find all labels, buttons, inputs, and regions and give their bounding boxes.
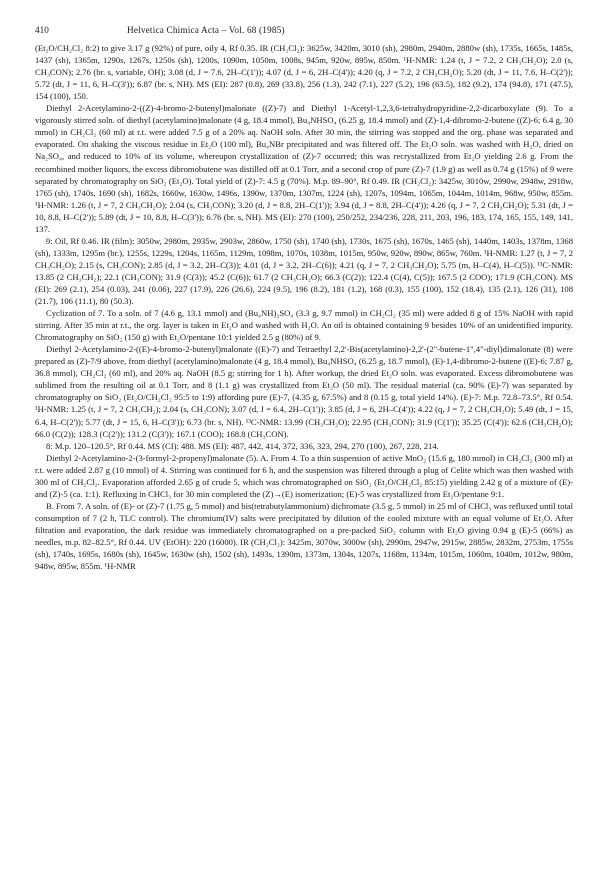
article-body: [35, 42, 573, 572]
paragraph-e7-and-8: Diethyl 2-Acetylamino-2-((E)-4-bromo-2-butenyl)malonate ((E)-7) and Tetraethyl 2,2'-Bis(acetylamino)-2,2'-(2"-butene-1",4"-diyl)dimalonate (8) were prepared as (Z)-7/9 above, from diethyl (acetylamino)malonate (4 g, 18.4 mmol), Bu₄NHSO₄ (6.25 g, 18.7 mmol), (E)-1,4-dibromo-2-butene ((E)-6; 7.87 g, 36.8 mmol), CH₂Cl₂ (60 ml), and 20% aq. NaOH (8.5 g; stirring for 1 h). After workup, the dried Et₂O soln. was evaporated. Excess dibromobutene was sublimed from the resulting oil at 0.1 Torr, and 8 (1.1 g) was crystallized from Et₂O (50 ml). The residual material (ca. 90% (E)-7) was separated by chromatography on SiO₂ (Et₂O/CH₂Cl₂ 95:5 to 1:9) affording pure (E)-7, (4.35 g, 67.5%) and 8 (0.15 g, total yield 14%). (E)-7: M.p. 72.8–73.5°, Rf 0.54. ¹H-NMR: 1.25 (t, J = 7, 2 CH₃CH₂); 2.04 (s, CH₃CON); 3.07 (d, J = 6.4, 2H–C(1')); 3.85 (d, J = 6, 2H–C(4')); 4.22 (q, J = 7, 2 CH₃CH₂O); 5.49 (dt, J = 15, 6.4, H–C(2')); 5.77 (dt, J = 15, 6, H–C(3')); 6.73 (br. s, NH). ¹³C-NMR: 13.99 (CH₃CH₂O); 22.95 (CH₃CON); 31.9 (C(1')); 35.25 (C(4')); 62.6 (CH₃CH₂O); 66.0 (C(2)); 128.3 (C(2')); 131.2 (C(3')); 167.1 (COO); 168.8 (CH₃CON).: [35, 344, 573, 439]
paragraph-compound-5-from-7: B. From 7. A soln. of (E)- or (Z)-7 (1.75 g, 5 mmol) and bis(tetrabutylammonium) dichromate (3.5 g, 5 mmol) in 25 ml of CHCl₃ was refluxed until total consumption of 7 (2 h, TLC control). The chromium(IV) salts were precipitated by dilution of the cooled mixture with an equal volume of Et₂O. After filtration and evaporation, the dark residue was immediately chromatographed on a pre-packed SiO₂ column with Et₂O giving 0.94 g (E)-5 (66%) as needles, m.p. 82–82.5°, Rf 0.44. UV (EtOH): 220 (16000). IR (CH₂Cl₂): 3425m, 3070w, 3000w (sh), 2990m, 2947w, 2915w, 2885w, 2832m, 2753m, 1755s (sh), 1740s, 1695s, 1680s (sh), 1645w, 1630w (sh), 1502 (sh), 1493s, 1390m, 1373m, 1304s, 1207s, 1168m, 1134m, 1015m, 1060m, 1040m, 1012w, 980m, 948w, 895w, 855m. ¹H-NMR: [35, 500, 573, 572]
paragraph-compound-9-data: 9: Oil, Rf 0.46. IR (film): 3050w, 2980m, 2935w, 2903w, 2860w, 1750 (sh), 1740 (sh), 1730s, 1675 (sh), 1670s, 1465 (sh), 1440m, 1403s, 1378m, 1368 (sh), 1333m, 1295m (br.), 1255s, 1229s, 1204s, 1165m, 1129m, 1098m, 1070s, 1038m, 1015m, 950w, 920w, 890w, 865w, 760m. ¹H-NMR: 1.27 (t, J = 7, 2 CH₃CH₂O); 2.15 (s, CH₃CON); 2.85 (d, J = 3.2, 2H–C(3)); 4.01 (d, J = 3.2, 2H–C(6)); 4.21 (q, J = 7, 2 CH₃CH₂O); 5.75 (m, H–C(4), H–C(5)). ¹³C-NMR: 13.85 (2 CH₃CH₂); 22.1 (CH₃CON); 31.9 (C(3)); 45.2 (C(6)); 61.7 (2 CH₃CH₂O); 66.3 (C(2)); 122.4 (C(4), C(5)); 167.5 (2 COO); 171.9 (CH₃CON). MS (EI): 269 (2.1), 254 (0.03), 241 (0.06), 227 (17.9), 226 (26.6), 224 (9.5), 196 (8.2), 181 (1.2), 168 (0.3), 155 (100), 152 (18.4), 135 (2.1), 126 (31), 108 (21.7), 106 (11.1), 80 (50.3).: [35, 235, 573, 307]
paragraph-z7-and-9: Diethyl 2-Acetylamino-2-((Z)-4-bromo-2-butenyl)malonate ((Z)-7) and Diethyl 1-Acetyl-1,2,3,6-tetrahydropyridine-2,2-dicarboxylate (9). To a vigorously stirred soln. of diethyl (acetylamino)malonate (4 g, 18.4 mmol), Bu₄NHSO₄ (6.25 g, 18.4 mmol) and (Z)-1,4-dibromo-2-butene ((Z)-6; 6.4 g, 30 mmol) in CH₂Cl₂ (60 ml) at r.t. were added 7.5 g of a 20% aq. NaOH soln. After 30 min, the stirring was stopped and the org. phase was separated and evaporated. On shaking the viscous residue in Et₂O (100 ml), Bu₄NBr precipitated and was filtered off. The Et₂O soln. was washed with H₂O, dried on Na₂SO₄, and reduced to 10% of its volume, whereupon crystallization of (Z)-7 occurred; this was recrystallized from Et₂O yielding 2.6 g. From the recombined mother liquors, the excess dibromobutene was distilled off at 0.1 Torr, and a second crop of pure (Z)-7 (1.9 g) as well as 0.74 g (15%) of 9 were separated by chromatography on SiO₂ (Et₂O). Total yield of (Z)-7: 4.5 g (70%). M.p. 89–90°, Rf 0.49. IR (CH₂Cl₂): 3425w, 3010w, 2990w, 2948w, 2918w, 1765 (sh), 1740s, 1690 (sh), 1682s, 1660w, 1630w, 1496s, 1390w, 1370m, 1307m, 1224 (sh), 1207s, 1094m, 1065m, 1044m, 1014m, 968w, 950w, 855m. ¹H-NMR: 1.26 (t, J = 7, 2 CH₃CH₂O); 2.04 (s, CH₃CON); 3.20 (d, J = 8.8, 2H–C(1')); 3.94 (d, J = 8.8, 2H–C(4')); 4.26 (q, J = 7, 2 CH₃CH₂O); 5.31 (dt, J = 10, 8.8, H–C(2')); 5.89 (dt, J = 10, 8.8, H–C(3')); 6.76 (br. s, NH). MS (EI): 270 (100), 250/252, 234/236, 228, 211, 203, 196, 183, 174, 165, 155, 149, 141, 137.: [35, 103, 573, 234]
paragraph-cyclization: Cyclization of 7. To a soln. of 7 (4.6 g, 13.1 mmol) and (Bu₄NH)₂SO₄ (3.3 g, 9.7 mmol) in CH₂Cl₂ (35 ml) were added 8 g of 15% NaOH with rapid stirring. After 35 min at r.t., the org. layer is taken in Et₂O and washed with H₂O. An oil is obtained containing 9 besides 10% of an unidentified impurity. Chromatography on SiO₂ (150 g) with Et₂O/pentane 10:1 yielded 2.5 g (80%) of 9.: [35, 308, 573, 343]
running-header: [35, 24, 573, 36]
journal-title: Helvetica Chimica Acta – Vol. 68 (1985): [127, 25, 285, 35]
paragraph-compound-5-from-4: Diethyl 2-Acetylamino-2-(3-formyl-2-propenyl)malonate (5). A. From 4. To a thin suspension of active MnO₂ (15.6 g, 180 mmol) in CH₂Cl₂ (300 ml) at r.t. were added 2.87 g (10 mmol) of 4. Stirring was continued for 6 h, and the suspension was filtered through a plug of Celite which was then washed with 300 ml of CH₂Cl₂. Evaporation afforded 2.65 g of crude 5, which was chromatographed on SiO₂ (Et₂O/CH₂Cl₂ 85:15) yielding 2.42 g of a mixture of (E)- and (Z)-5 (ca. 1:1). Refluxing in CHCl₃ for 30 min completed the (Z)→(E) isomerization; (E)-5 was crystallized from Et₂O/pentane 9:1.: [35, 452, 573, 499]
page-number: 410: [35, 25, 49, 35]
paragraph-compound-4-data: (Et₂O/CH₂Cl₂ 8:2) to give 3.17 g (92%) of pure, oily 4, Rf 0.35. IR (CH₂Cl₂): 3625w, 3420m, 3010 (sh), 2980m, 2940m, 2880w (sh), 1735s, 1665s, 1485s, 1437 (sh), 1365m, 1290s, 1267s, 1250s (sh), 1200s, 1090m, 1050m, 1008s, 945m, 920w, 895w, 850m. ¹H-NMR: 1.24 (t, J = 7.2, 2 CH₃CH₂O); 2.0 (s, CH₃CON); 2.76 (br. s, variable, OH); 3.08 (d, J = 7.6, 2H–C(1')); 4.07 (d, J = 6, 2H–C(4')); 4.20 (q, J = 7.2, 2 CH₃CH₂O); 5.20 (dt, J = 11, 7.6, H–C(2')); 5.72 (dt, J = 11, 6, H–C(3')); 6.87 (br. s, NH). MS (EI): 287 (0.8), 269 (33.8), 256 (1.3), 242 (7.1), 227 (5.2), 196 (63.5), 182 (9.2), 174 (94.8), 171 (47.5), 154 (100), 150.: [35, 43, 573, 102]
paragraph-compound-8-data: 8: M.p. 120–120.5°, Rf 0.44. MS (CI): 488. MS (EI): 487, 442, 414, 372, 336, 323, 294, 270 (100), 267, 228, 214.: [46, 440, 439, 451]
